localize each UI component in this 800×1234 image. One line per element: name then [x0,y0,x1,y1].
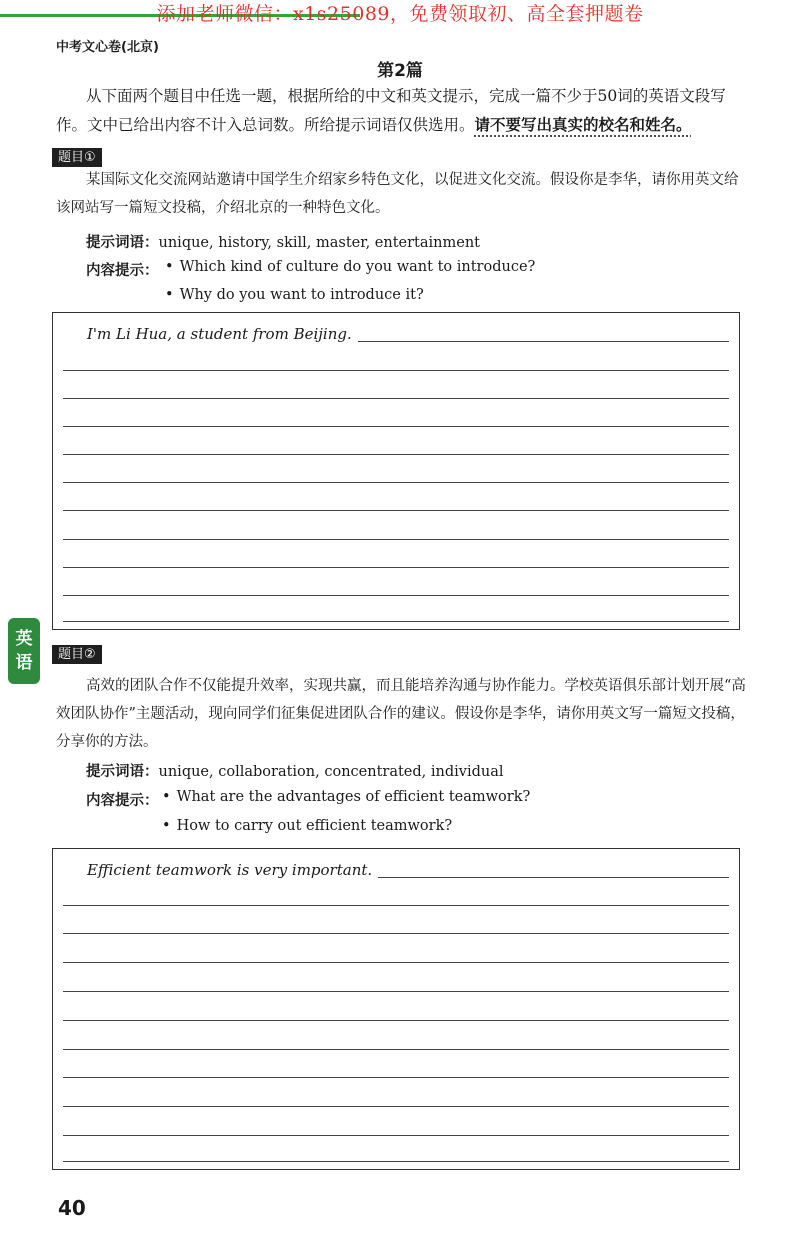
topic1-prompts-label-line [86,259,159,280]
topic2-prompt-2: • How to carry out efficient teamwork? [162,818,452,834]
topic2-prompts-label: 内容提示： [86,793,159,809]
topic1-prompt-2: • Why do you want to introduce it? [165,287,424,303]
writing-line [63,1077,729,1078]
topic1-prompts-label: 内容提示： [86,263,159,279]
writing-line [63,962,729,963]
topic1-keywords [86,231,480,252]
topic2-prompt-1: • What are the advantages of efficient teamwork? [162,789,530,805]
topic2-starter-line [343,877,729,878]
topic1-answer-box[interactable] [52,312,740,630]
writing-line [63,595,729,596]
instructions [56,82,746,140]
instructions-text: 从下面两个题目中任选一题，根据所给的中文和英文提示，完成一篇不少于50词的英语文段写作。文中已给出内容不计入总词数。所给提示词语仅供选用。 [56,87,726,134]
writing-line [63,426,729,427]
side-tab-char-1: 英 [15,629,33,649]
topic1-keywords-label: 提示词语： [86,235,159,251]
writing-line [63,905,729,906]
page-number: 40 [58,1196,86,1220]
topic2-answer-box[interactable] [52,848,740,1170]
topic1-description: 某国际文化交流网站邀请中国学生介绍家乡特色文化，以促进文化交流。假设你是李华，请你用英文给该网站写一篇短文投稿，介绍北京的一种特色文化。 [56,172,739,216]
watermark-text: 添加老师微信：x1s25089，免费领取初、高全套押题卷 [156,3,644,25]
writing-line [63,510,729,511]
side-tab-char-2: 语 [15,653,33,673]
writing-line [63,933,729,934]
writing-line [63,1161,729,1162]
writing-line [63,1106,729,1107]
topic1-starter: I'm Li Hua, a student from Beijing. [87,325,358,343]
topic2-starter: Efficient teamwork is very important. [87,861,378,879]
writing-line [63,398,729,399]
topic1-prompt-1: • Which kind of culture do you want to introduce? [165,259,535,275]
writing-line [63,482,729,483]
topic2-description: 高效的团队合作不仅能提升效率，实现共赢，而且能培养沟通与协作能力。学校英语俱乐部计划开展“高效团队协作”主题活动，现向同学们征集促进团队合作的建议。假设你是李华，请你用英文写一篇短文投稿，分享你的方法。 [56,678,746,750]
writing-line [63,1020,729,1021]
writing-line [63,567,729,568]
writing-line [63,1135,729,1136]
topic2-keywords-value: unique, collaboration, concentrated, individual [158,764,504,780]
topic1-starter-line [343,341,729,342]
writing-line [63,370,729,371]
topic2-keywords [86,760,504,781]
topic2-tag: 题目② [52,645,102,664]
writing-line [63,1049,729,1050]
writing-line [63,539,729,540]
writing-line [63,621,729,622]
topic2-prompts-label-line [86,789,159,810]
instructions-emphasis: 请不要写出真实的校名和姓名。 [474,116,692,134]
writing-line [63,991,729,992]
topic1-keywords-value: unique, history, skill, master, entertainment [158,235,480,251]
book-header: 中考文心卷(北京) [56,40,159,55]
writing-line [63,454,729,455]
topic1-tag: 题目① [52,148,102,167]
topic2-keywords-label: 提示词语： [86,764,159,780]
part-title: 第2篇 [377,61,423,81]
subject-side-tab [8,618,40,684]
